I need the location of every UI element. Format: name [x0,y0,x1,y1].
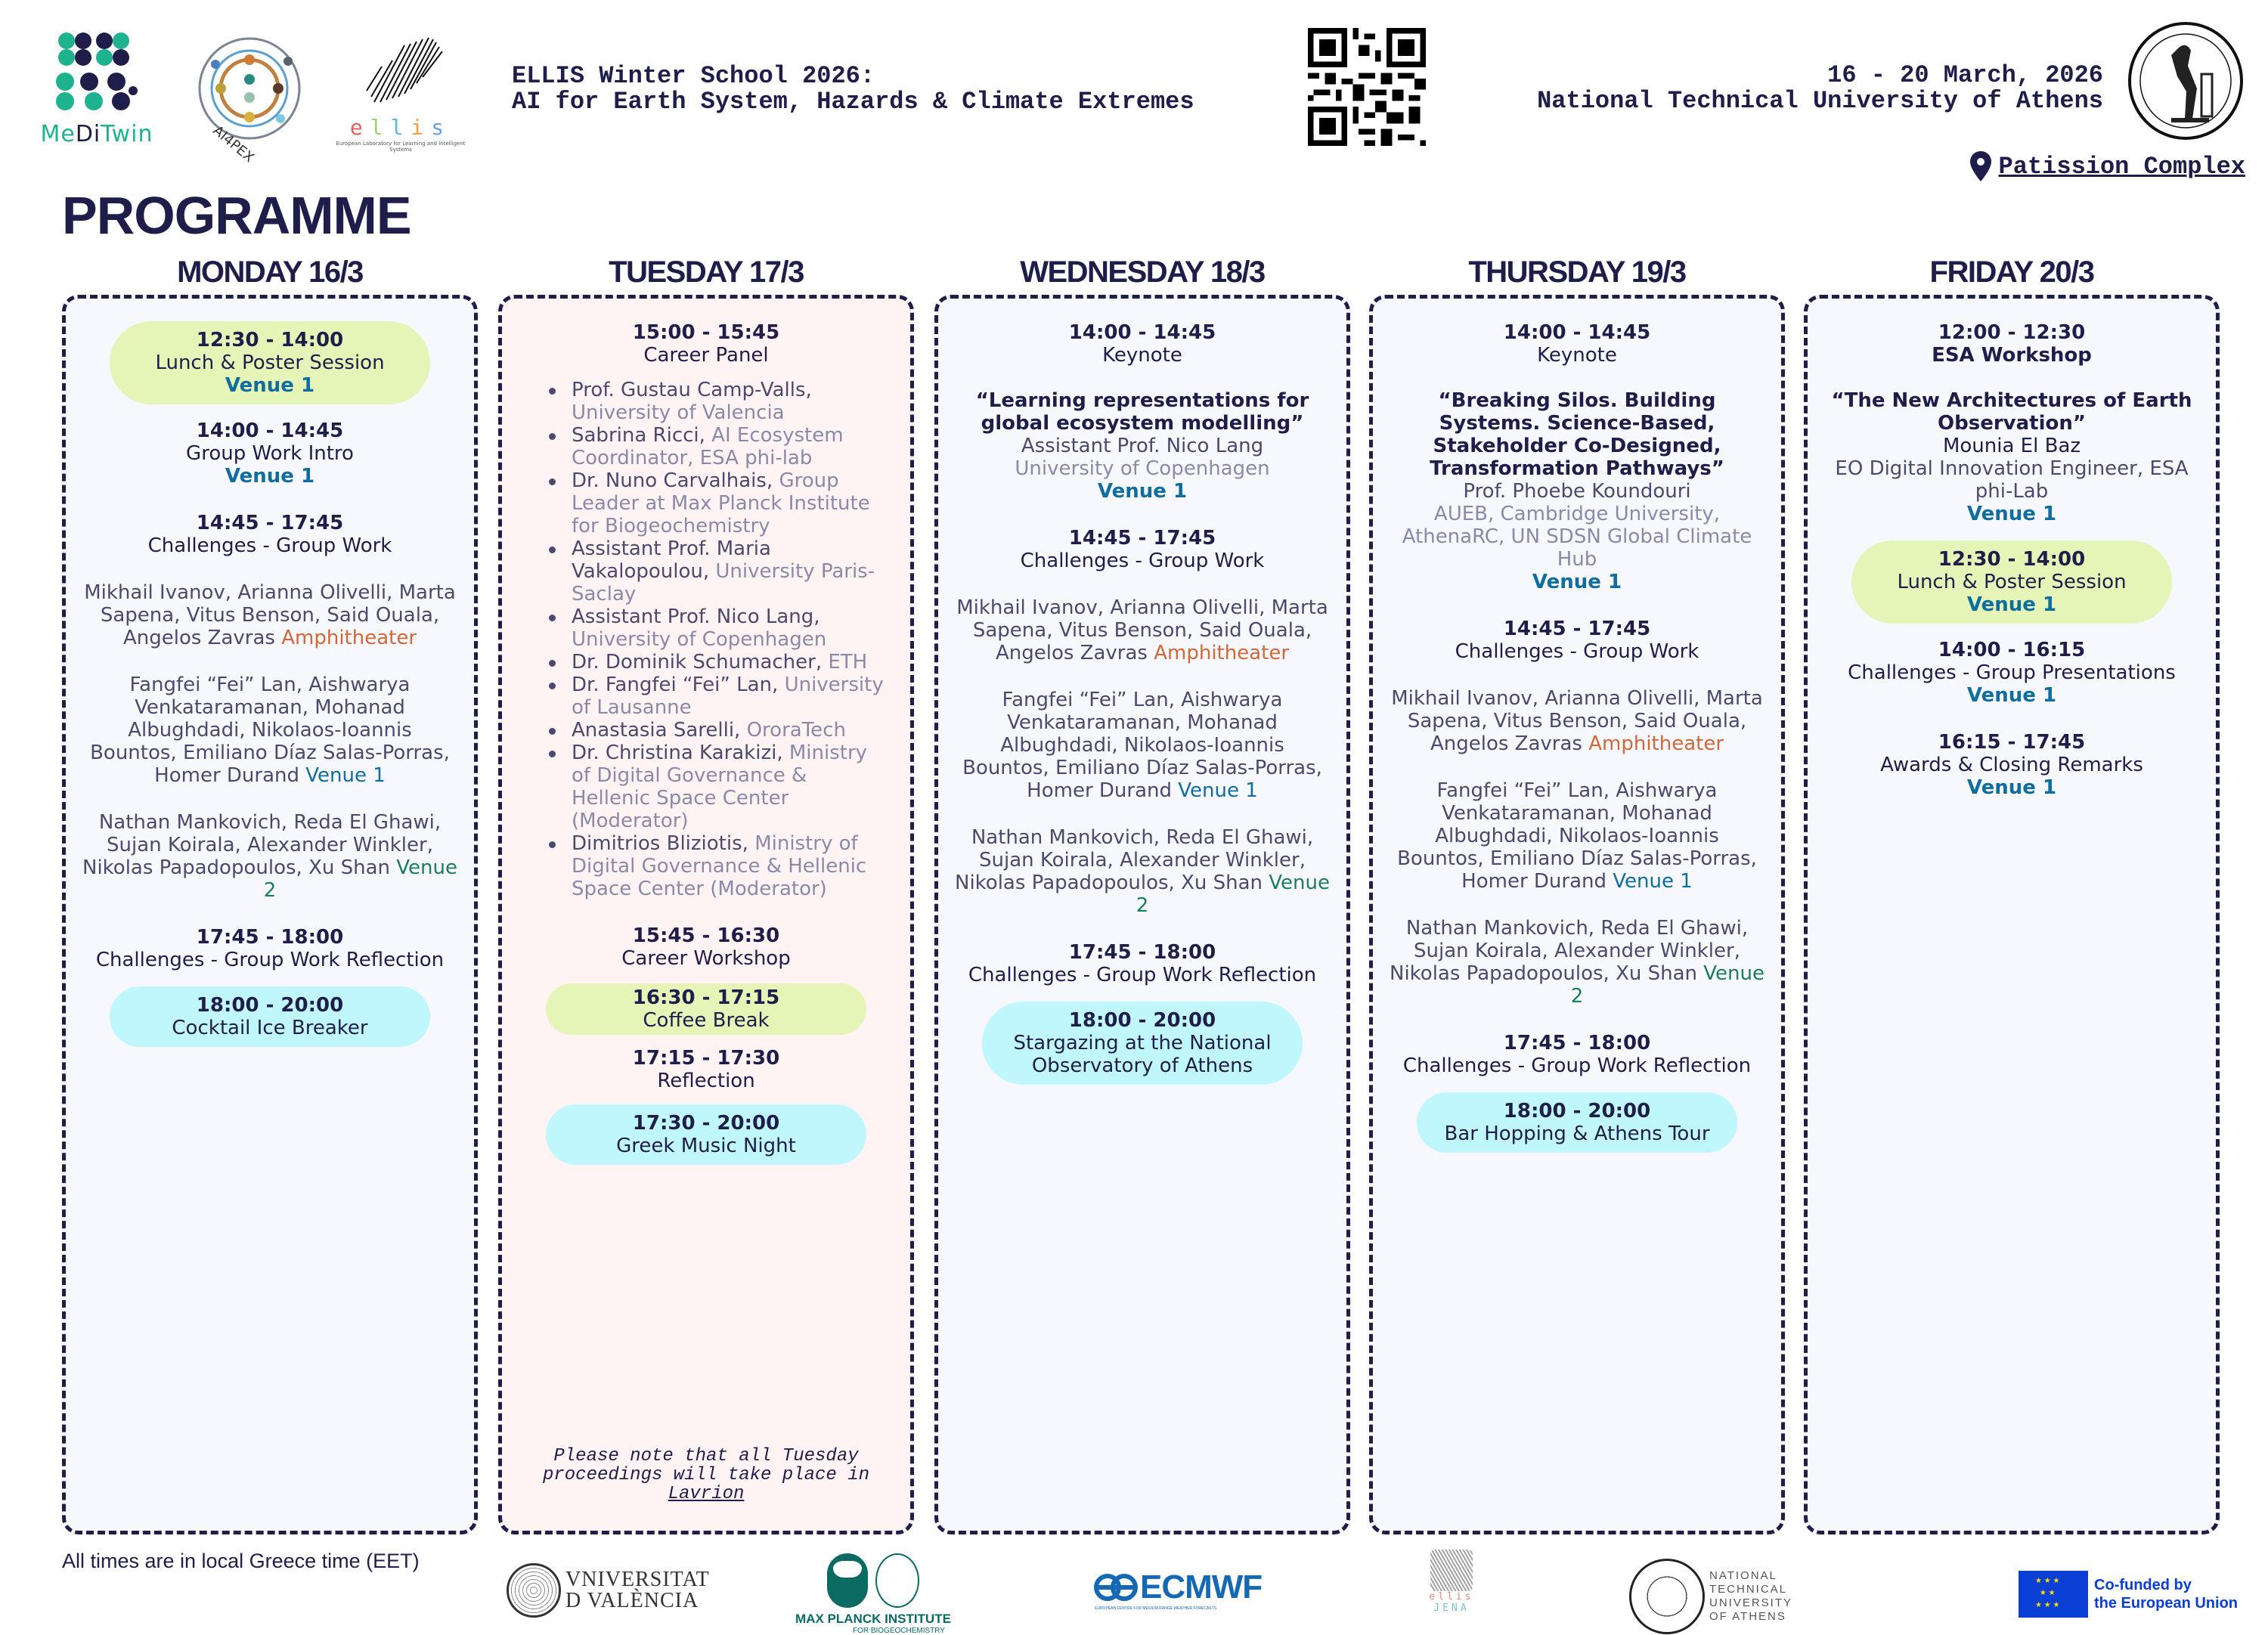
day-heading-monday: MONDAY 16/3 [177,255,363,289]
event-reflection [519,1047,894,1092]
ellis-subtitle: European Laboratory for Learning and Intelligent Systems [336,141,466,153]
venue-badge: Venue 1 [1966,684,2057,707]
venue-badge: Amphitheater [1588,732,1724,755]
event-label: Career Workshop [621,947,791,970]
event-label: Cocktail Ice Breaker [172,1017,368,1039]
valencia-seal-icon [507,1563,561,1618]
event-label: Career Panel [643,344,769,367]
event-group-work-reflection [82,926,457,971]
group-venue-1 [955,689,1330,802]
event-time: 18:00 - 20:00 [1068,1009,1216,1032]
meditwin-dots-icon [51,32,142,115]
event-time: 14:00 - 14:45 [1068,321,1216,344]
group-venue-2 [955,826,1330,917]
event-time: 14:45 - 17:45 [1068,527,1216,550]
keynote-title: “Learning representations for global ecosystem modelling” [975,389,1309,435]
venue-badge: Venue 2 [263,856,457,902]
event-challenges-group-work [1390,618,1765,663]
event-time: 14:00 - 14:45 [1503,321,1651,344]
panelist-item: Dr. Nuno Carvalhais, Group Leader at Max Planck Institute for Biogeochemistry [549,469,889,537]
event-keynote [955,321,1330,503]
event-time: 14:00 - 14:45 [196,420,344,442]
event-time: 17:45 - 18:00 [1068,941,1216,964]
venue-badge: Venue 1 [225,465,315,488]
event-time: 16:30 - 17:15 [632,986,780,1009]
group-members: Mikhail Ivanov, Arianna Olivelli, Marta Sapena, Vitus Benson, Said Ouala, Angelos Zavras [1391,687,1763,755]
speaker-affiliation: AUEB, Cambridge University, AthenaRC, UN SDSN Global Climate Hub [1402,503,1752,571]
event-career-workshop [519,924,894,970]
europe-map-icon [329,30,472,110]
event-time: 12:00 - 12:30 [1938,321,2086,344]
keynote-title: “Breaking Silos. Building Systems. Science-Based, Stakeholder Co-Designed, Transformation Pathways” [1430,389,1724,480]
panelist-item: Dimitrios Bliziotis, Ministry of Digital Governance & Hellenic Space Center (Moderator) [549,832,889,900]
event-label: Stargazing at the National Observatory of Athens [1013,1032,1272,1077]
valencia-line-1: VNIVERSITAT [565,1568,710,1591]
panelist-item: Dr. Fangfei “Fei” Lan, University of Lausanne [549,674,889,719]
mpi-line-2: FOR BIOGEOCHEMISTRY [852,1627,945,1635]
group-amphitheater [955,596,1330,664]
event-label: Challenges - Group Presentations [1848,661,2176,684]
note-text: Please note that all Tuesday proceedings will take place in [542,1446,870,1485]
event-label: Challenges - Group Work Reflection [95,949,445,971]
group-members: Nathan Mankovich, Reda El Ghawi, Sujan Koirala, Alexander Winkler, Nikolas Papadopoulos, Xu Shan [955,826,1314,894]
event-greek-music-night [546,1104,866,1165]
event-time: 17:45 - 18:00 [196,926,344,949]
group-members: Fangfei “Fei” Lan, Aishwarya Venkataramanan, Mohanad Albughdadi, Nikolaos-Ioannis Bountos, Emiliano Díaz Salas-Porras, Homer Durand [90,674,450,787]
event-time: 15:00 - 15:45 [632,321,780,344]
event-cocktail-ice-breaker [110,986,430,1047]
valencia-line-2: D VALÈNCIA [565,1589,699,1612]
event-time: 16:15 - 17:45 [1938,731,2086,754]
event-stargazing [982,1002,1303,1085]
minerva-icon [875,1553,919,1608]
event-label: Challenges - Group Work Reflection [1402,1054,1752,1077]
panelist-item: Dr. Dominik Schumacher, ETH [549,651,889,674]
event-label: Greek Music Night [616,1135,796,1157]
eu-line-2: the European Union [2094,1595,2238,1612]
group-members: Fangfei “Fei” Lan, Aishwarya Venkataramanan, Mohanad Albughdadi, Nikolaos-Ioannis Bountos, Emiliano Díaz Salas-Porras, Homer Durand [1397,779,1757,893]
event-label: Bar Hopping & Athens Tour [1444,1123,1710,1145]
event-challenges-group-work [955,527,1330,572]
event-time: 12:30 - 14:00 [196,329,344,351]
event-label: ESA Workshop [1932,344,2092,367]
max-planck-logo [794,1550,953,1635]
map-pin-icon [1970,151,1991,181]
event-challenges-group-work [82,512,457,557]
event-time: 15:45 - 16:30 [632,924,780,947]
group-venue-2 [82,811,457,902]
location [1970,151,2245,181]
venue-badge: Venue 1 [1097,480,1188,503]
venue-badge: Venue 2 [1570,962,1765,1008]
qr-code[interactable] [1308,28,1426,146]
event-label: Group Work Intro [186,442,354,465]
day-heading-wednesday: WEDNESDAY 18/3 [1020,255,1265,289]
title-line-2: AI for Earth System, Hazards & Climate Extremes [512,88,1194,116]
ellis-jena-line-1: ellis [1429,1591,1474,1602]
workshop-title: “The New Architectures of Earth Observation” [1831,389,2192,435]
mpi-mark-icon [827,1553,868,1608]
event-time: 12:30 - 14:00 [1938,548,2086,571]
venue-badge: Venue 1 [1966,776,2057,799]
panelist-item: Prof. Gustau Camp-Valls, University of Valencia [549,379,889,424]
group-members: Nathan Mankovich, Reda El Ghawi, Sujan Koirala, Alexander Winkler, Nikolas Papadopoulos, Xu Shan [82,811,442,879]
group-venue-1 [82,674,457,787]
svg-text:AI4PEX: AI4PEX [209,122,257,166]
day-heading-friday: FRIDAY 20/3 [1929,255,2094,289]
speaker-affiliation: EO Digital Innovation Engineer, ESA phi-Lab [1835,457,2189,503]
host-university: National Technical University of Athens [1537,87,2103,115]
ellis-jena-line-2: JENA [1433,1602,1470,1614]
event-esa-workshop [1824,321,2199,525]
event-label: Awards & Closing Remarks [1880,754,2143,776]
venue-badge: Venue 1 [1613,870,1693,893]
event-lunch-poster [1851,540,2172,624]
mpi-line-1: MAX PLANCK INSTITUTE [795,1612,951,1626]
panelist-list [549,379,889,900]
group-members: Fangfei “Fei” Lan, Aishwarya Venkataramanan, Mohanad Albughdadi, Nikolaos-Ioannis Bountos, Emiliano Díaz Salas-Porras, Homer Durand [962,689,1322,802]
lavrion-link[interactable]: Lavrion [668,1484,745,1504]
venue-badge: Venue 1 [1532,571,1622,593]
venue-badge: Venue 1 [1966,503,2057,525]
ecmwf-name: ECMWF [1140,1568,1263,1606]
panelist-item: Anastasia Sarelli, OroraTech [549,719,889,742]
workshop-speaker: Mounia El Baz [1942,435,2081,457]
school-title [512,63,1194,115]
event-label: Challenges - Group Work [1455,640,1699,663]
eu-cofunded-logo [2019,1571,2238,1618]
ecmwf-mark-icon [1095,1575,1137,1600]
event-group-presentations [1824,639,2199,707]
ntua-seal-icon [1629,1559,1705,1634]
tuesday-location-note [502,1447,910,1503]
panelist-item: Assistant Prof. Nico Lang, University of Copenhagen [549,605,889,651]
ellis-wordmark: ellis [349,115,452,140]
event-time: 18:00 - 20:00 [196,994,344,1017]
meditwin-logo [29,29,165,150]
event-bar-hopping [1417,1092,1737,1153]
event-label: Lunch & Poster Session [1897,571,2127,593]
venue-badge: Amphitheater [281,627,417,649]
day-column-thursday [1369,295,1785,1534]
ntua-line-3: UNIVERSITY [1709,1596,1793,1609]
event-keynote [1390,321,1765,593]
day-column-monday [62,295,478,1534]
venue-badge: Venue 1 [1178,779,1258,802]
event-label: Coffee Break [643,1009,770,1032]
event-time: 14:45 - 17:45 [196,512,344,534]
event-time: 17:45 - 18:00 [1503,1032,1651,1054]
group-members: Mikhail Ivanov, Arianna Olivelli, Marta Sapena, Vitus Benson, Said Ouala, Angelos Zavras [956,596,1328,664]
event-label: Challenges - Group Work Reflection [968,964,1317,986]
group-venue-2 [1390,917,1765,1008]
event-time: 17:15 - 17:30 [632,1047,780,1070]
event-label: Reflection [657,1070,755,1092]
keynote-speaker: Prof. Phoebe Koundouri [1463,480,1691,503]
group-venue-1 [1390,779,1765,893]
ecmwf-subtitle: EUROPEAN CENTRE FOR MEDIUM-RANGE WEATHER FORECASTS [1095,1606,1217,1611]
ntua-line-2: TECHNICAL [1709,1583,1788,1596]
ai4pex-logo [193,34,306,166]
eu-flag-icon [2019,1571,2088,1618]
ntua-seal-logo [2126,21,2245,141]
event-time: 18:00 - 20:00 [1503,1100,1651,1123]
event-date-venue [1537,63,2103,114]
event-dates: 16 - 20 March, 2026 [1827,61,2103,89]
group-members: Mikhail Ivanov, Arianna Olivelli, Marta Sapena, Vitus Benson, Said Ouala, Angelos Zavras [84,581,456,649]
event-time: 14:45 - 17:45 [1503,618,1651,640]
event-time: 17:30 - 20:00 [632,1112,780,1135]
event-coffee-break [546,983,866,1035]
venue-badge: Venue 1 [225,374,315,397]
eu-line-1: Co-funded by [2094,1577,2192,1593]
group-amphitheater [1390,687,1765,755]
meditwin-wordmark: MeDiTwin [40,121,153,147]
event-time: 14:00 - 16:15 [1938,639,2086,661]
timezone-note: All times are in local Greece time (EET) [62,1550,420,1572]
page-title: PROGRAMME [62,186,411,245]
panelist-item: Sabrina Ricci, AI Ecosystem Coordinator, ESA phi-lab [549,424,889,469]
event-awards-closing [1824,731,2199,799]
venue-badge: Amphitheater [1154,642,1290,664]
day-column-wednesday [934,295,1350,1534]
event-career-panel [519,321,894,367]
venue-badge: Venue 1 [305,764,386,787]
university-of-valencia-logo [507,1563,710,1618]
group-members: Nathan Mankovich, Reda El Ghawi, Sujan Koirala, Alexander Winkler, Nikolas Papadopoulos, Xu Shan [1390,917,1749,985]
event-label: Lunch & Poster Session [155,351,385,374]
event-group-work-intro [82,420,457,488]
panelist-item: Assistant Prof. Maria Vakalopoulou, University Paris-Saclay [549,537,889,605]
event-label: Challenges - Group Work [1020,550,1265,572]
ntua-footer-logo [1629,1559,1792,1634]
ecmwf-logo [1095,1568,1262,1611]
venue-badge: Venue 2 [1136,872,1330,917]
group-amphitheater [82,581,457,649]
event-group-work-reflection [1390,1032,1765,1077]
event-lunch-poster [110,321,430,404]
title-line-1: ELLIS Winter School 2026: [512,62,875,90]
event-label: Challenges - Group Work [147,534,392,557]
ellis-jena-logo [1421,1550,1482,1625]
day-heading-thursday: THURSDAY 19/3 [1468,255,1686,289]
day-column-tuesday [498,295,914,1534]
patission-complex-link[interactable]: Patission Complex [1998,152,2245,181]
day-column-friday [1804,295,2220,1534]
event-label: Keynote [1537,344,1617,367]
event-label: Keynote [1102,344,1182,367]
panelist-item: Dr. Christina Karakizi, Ministry of Digital Governance & Hellenic Space Center (Moderator) [549,742,889,832]
keynote-speaker: Assistant Prof. Nico Lang [1021,435,1264,457]
ellis-logo [329,30,472,153]
day-heading-tuesday: TUESDAY 17/3 [609,255,804,289]
event-group-work-reflection [955,941,1330,986]
ntua-line-4: OF ATHENS [1709,1610,1786,1623]
europe-map-icon [1430,1550,1473,1591]
ntua-line-1: NATIONAL [1709,1569,1777,1582]
speaker-affiliation: University of Copenhagen [1015,457,1270,480]
venue-badge: Venue 1 [1966,593,2057,616]
